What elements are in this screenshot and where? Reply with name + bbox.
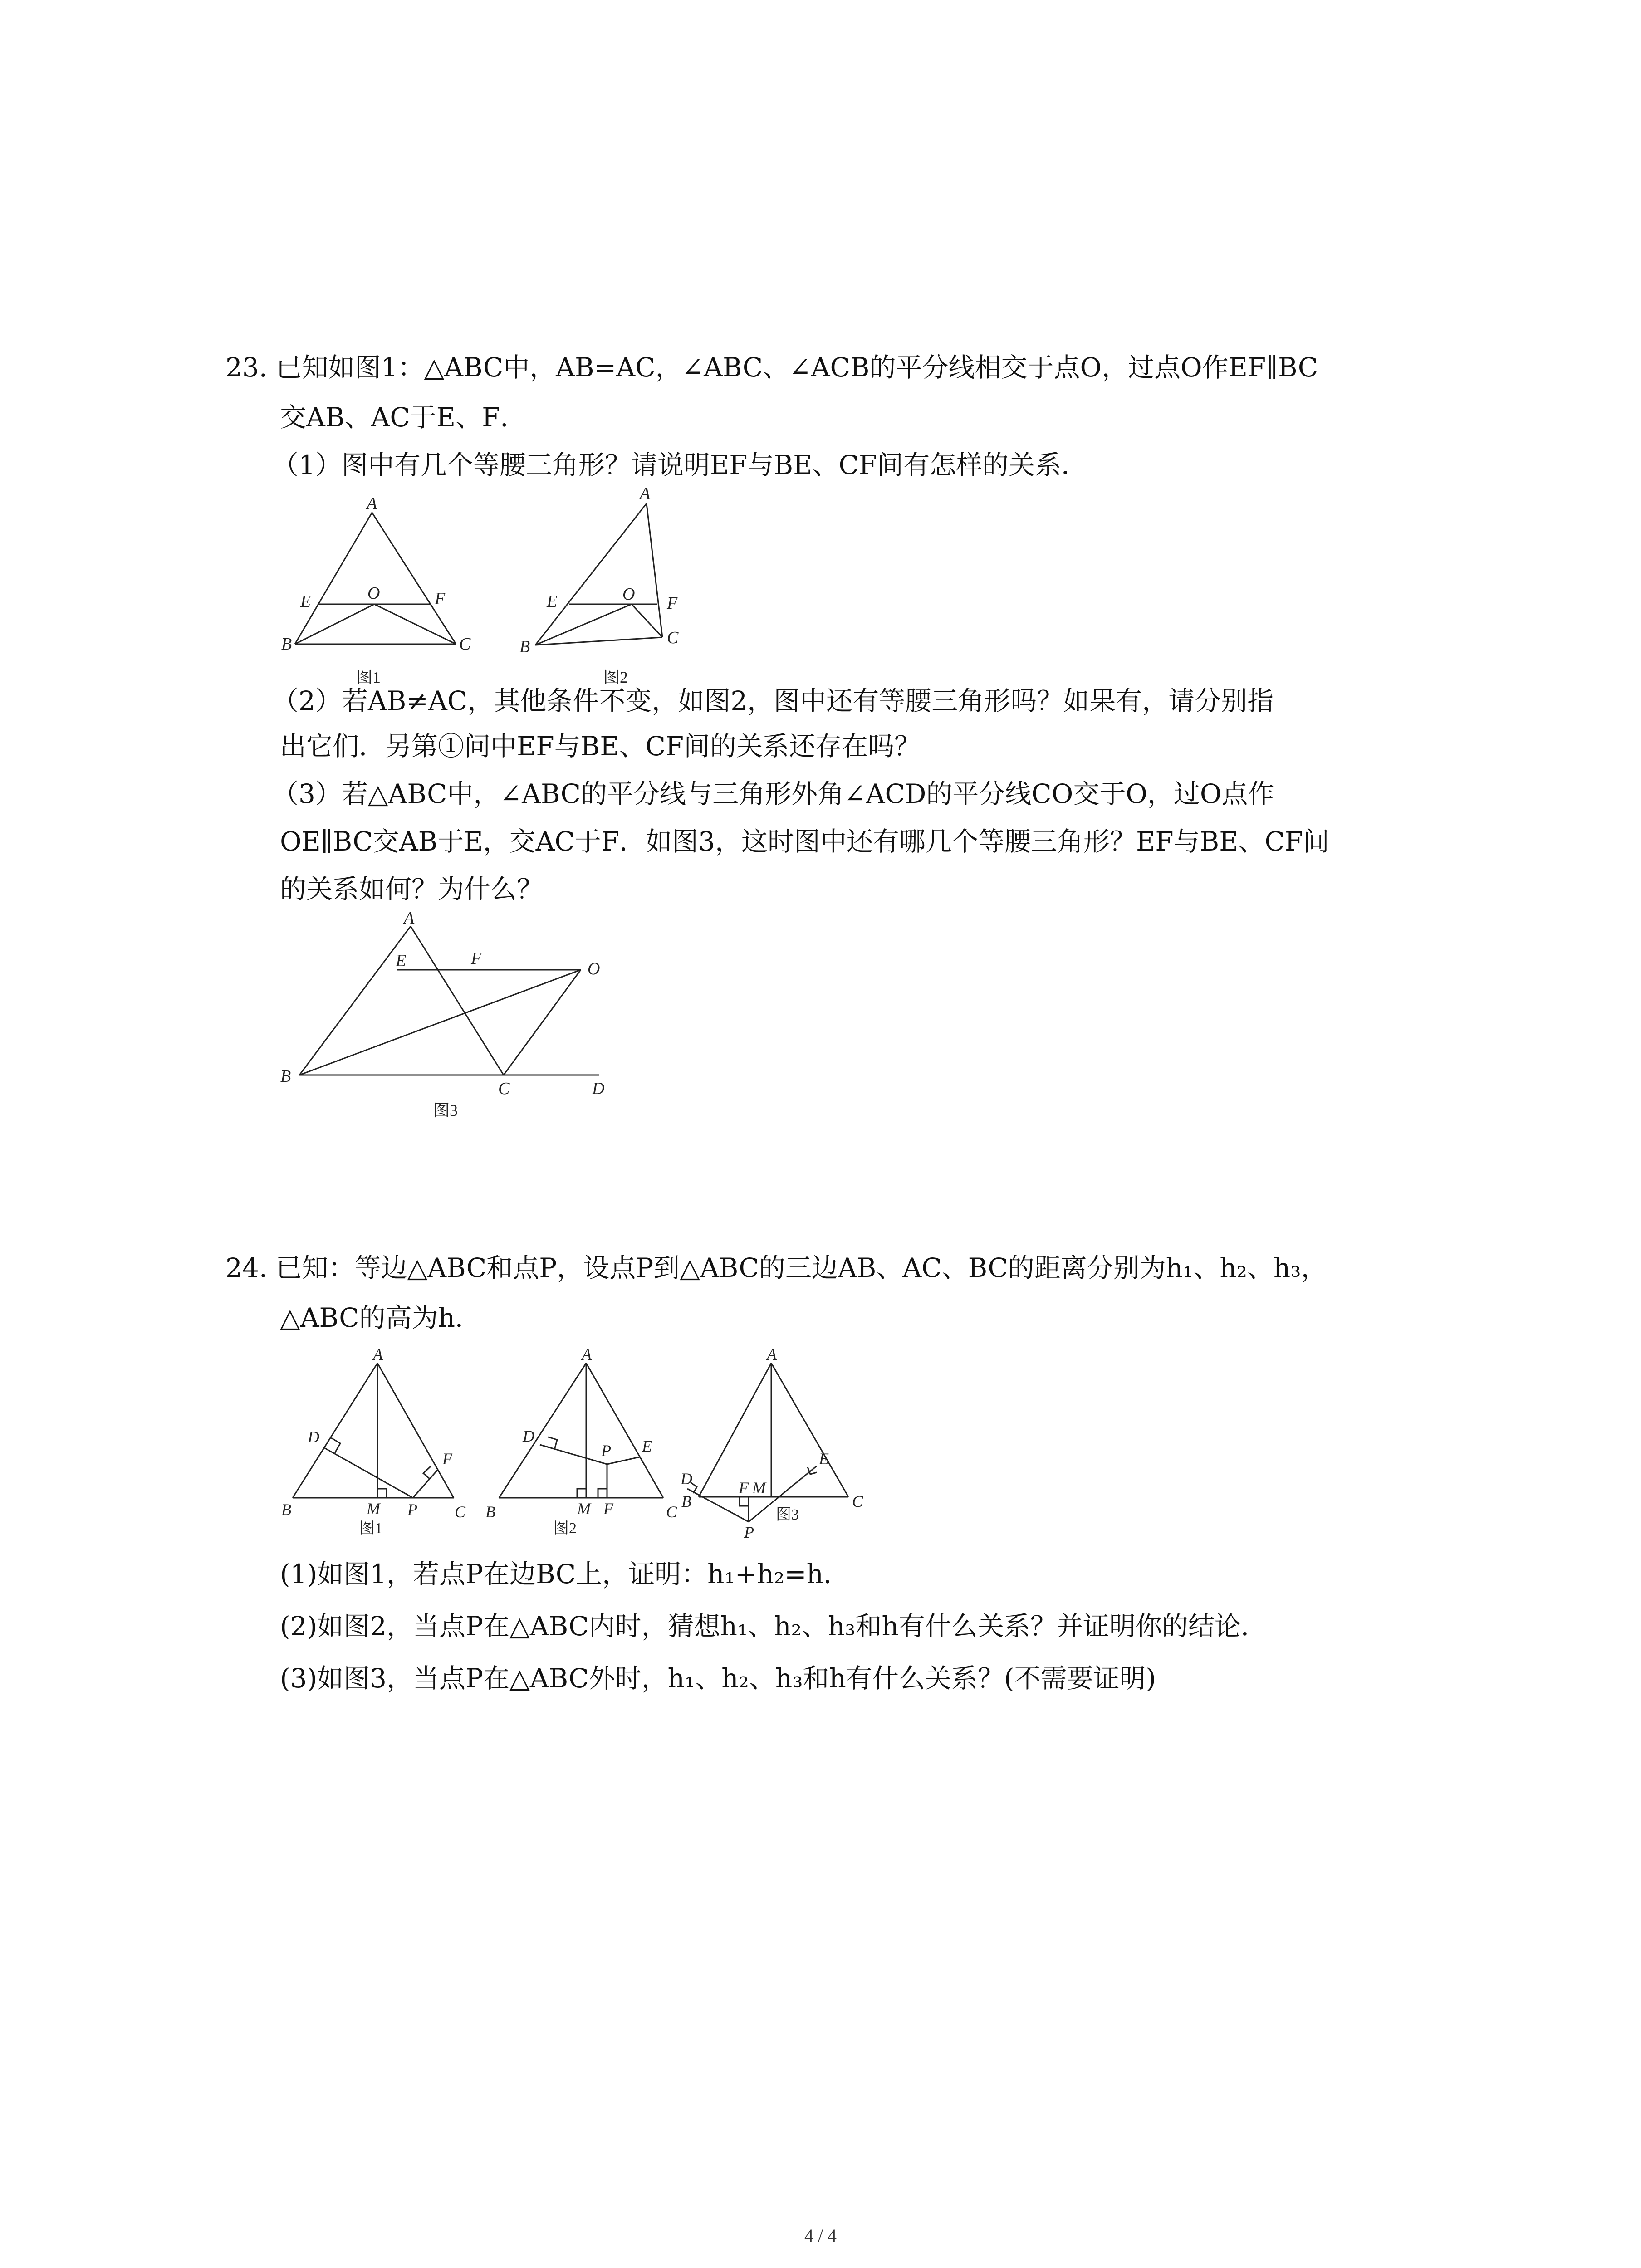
q23-line-1: 23. 已知如图1：△ABC中，AB=AC，∠ABC、∠ACB的平分线相交于点O，过点O作EF∥BC bbox=[225, 352, 1318, 383]
q24-fig2-label-c: C bbox=[666, 1503, 677, 1521]
q23-fig2-label-a: A bbox=[640, 484, 651, 503]
q24-fig2-label-a: A bbox=[582, 1345, 592, 1364]
q24-fig1-label-b: B bbox=[281, 1501, 291, 1519]
q24-fig3-label-p: P bbox=[744, 1523, 754, 1541]
q23-line-2: 交AB、AC于E、F． bbox=[280, 402, 527, 433]
q24-fig3-label-e: E bbox=[819, 1450, 829, 1468]
q23-fig1-label-o: O bbox=[367, 584, 380, 603]
q24-fig2-label-m: M bbox=[577, 1500, 591, 1518]
q23-part-2-line-1: （2）若AB≠AC，其他条件不变，如图2，图中还有等腰三角形吗？如果有，请分别指 bbox=[272, 685, 1274, 716]
q23-fig1-label-c: C bbox=[459, 635, 471, 654]
q23-fig2-label-f: F bbox=[667, 594, 678, 613]
q23-fig2-label-e: E bbox=[547, 592, 558, 611]
q24-fig1-label-a: A bbox=[373, 1345, 383, 1364]
q23-fig2-label-c: C bbox=[667, 628, 679, 647]
q24-fig1-label-f: F bbox=[442, 1450, 452, 1468]
q24-fig1-label-p: P bbox=[407, 1501, 417, 1519]
q23-fig1-label-e: E bbox=[300, 592, 311, 611]
q24-fig2-label-e: E bbox=[642, 1437, 652, 1455]
q23-part-3-line-2: OE∥BC交AB于E，交AC于F．如图3，这时图中还有哪几个等腰三角形？EF与BE、CF间 bbox=[280, 826, 1330, 857]
q23-fig1-label-b: B bbox=[281, 635, 292, 654]
q23-part-3-line-3: 的关系如何？为什么？ bbox=[280, 874, 544, 904]
q24-fig2-label-p: P bbox=[601, 1442, 611, 1460]
q24-fig3-label-f: F bbox=[739, 1479, 749, 1497]
q23-fig1-label-a: A bbox=[367, 494, 377, 513]
q24-part-2: (2)如图2，当点P在△ABC内时，猜想h₁、h₂、h₃和h有什么关系？并证明你的结论． bbox=[280, 1611, 1267, 1642]
q24-figure-2 bbox=[485, 1343, 694, 1542]
q23-fig3-label-d: D bbox=[592, 1079, 605, 1098]
q23-fig2-label-b: B bbox=[519, 637, 530, 656]
q24-fig3-label-m: M bbox=[752, 1479, 766, 1497]
q24-part-1: (1)如图1，若点P在边BC上，证明：h₁+h₂=h． bbox=[280, 1559, 850, 1589]
q23-fig3-label-c: C bbox=[498, 1079, 510, 1098]
q24-fig2-caption: 图2 bbox=[554, 1520, 577, 1537]
q23-fig3-label-o: O bbox=[588, 959, 600, 978]
q23-part-2-line-2: 出它们．另第①问中EF与BE、CF间的关系还存在吗？ bbox=[280, 731, 921, 762]
q23-fig2-label-o: O bbox=[622, 585, 635, 604]
q23-figure-1 bbox=[281, 490, 499, 689]
q24-fig2-label-d: D bbox=[523, 1427, 534, 1445]
q23-part-3-line-1: （3）若△ABC中，∠ABC的平分线与三角形外角∠ACD的平分线CO交于O，过O点作 bbox=[272, 778, 1274, 809]
q24-fig3-label-b: B bbox=[681, 1492, 691, 1510]
q24-fig3-label-c: C bbox=[852, 1492, 863, 1510]
q24-fig3-caption: 图3 bbox=[776, 1506, 799, 1523]
q23-figure-3 bbox=[272, 907, 626, 1134]
q23-fig3-label-b: B bbox=[280, 1067, 291, 1086]
q24-fig3-label-d: D bbox=[681, 1470, 692, 1488]
q23-fig3-label-f: F bbox=[471, 949, 482, 968]
q24-figure-3 bbox=[681, 1343, 889, 1551]
q24-line-1: 24. 已知：等边△ABC和点P，设点P到△ABC的三边AB、AC、BC的距离分别为h₁、h₂、h₃， bbox=[225, 1252, 1327, 1283]
q23-fig3-caption: 图3 bbox=[433, 1101, 458, 1119]
q24-fig2-label-f: F bbox=[603, 1500, 613, 1518]
q24-line-2: △ABC的高为h． bbox=[280, 1302, 481, 1333]
q23-fig2-caption: 图2 bbox=[603, 668, 628, 686]
q23-fig1-caption: 图1 bbox=[356, 668, 381, 686]
q23-fig1-label-f: F bbox=[435, 589, 446, 608]
q24-part-3: (3)如图3，当点P在△ABC外时，h₁、h₂、h₃和h有什么关系？(不需要证明) bbox=[280, 1663, 1156, 1694]
q24-fig3-label-a: A bbox=[767, 1345, 777, 1364]
q24-fig1-label-m: M bbox=[367, 1500, 380, 1518]
q23-figure-2 bbox=[513, 481, 726, 689]
q24-fig1-label-d: D bbox=[308, 1428, 319, 1446]
q24-fig1-label-c: C bbox=[455, 1503, 466, 1521]
q23-fig3-label-a: A bbox=[404, 909, 415, 928]
q24-fig1-caption: 图1 bbox=[359, 1520, 382, 1537]
q23-fig3-label-e: E bbox=[396, 951, 407, 970]
page-number: 4 / 4 bbox=[804, 2225, 837, 2246]
q23-part-1: （1）图中有几个等腰三角形？请说明EF与BE、CF间有怎样的关系． bbox=[272, 450, 1088, 480]
q24-fig2-label-b: B bbox=[485, 1503, 495, 1521]
q24-figure-1 bbox=[272, 1343, 481, 1542]
